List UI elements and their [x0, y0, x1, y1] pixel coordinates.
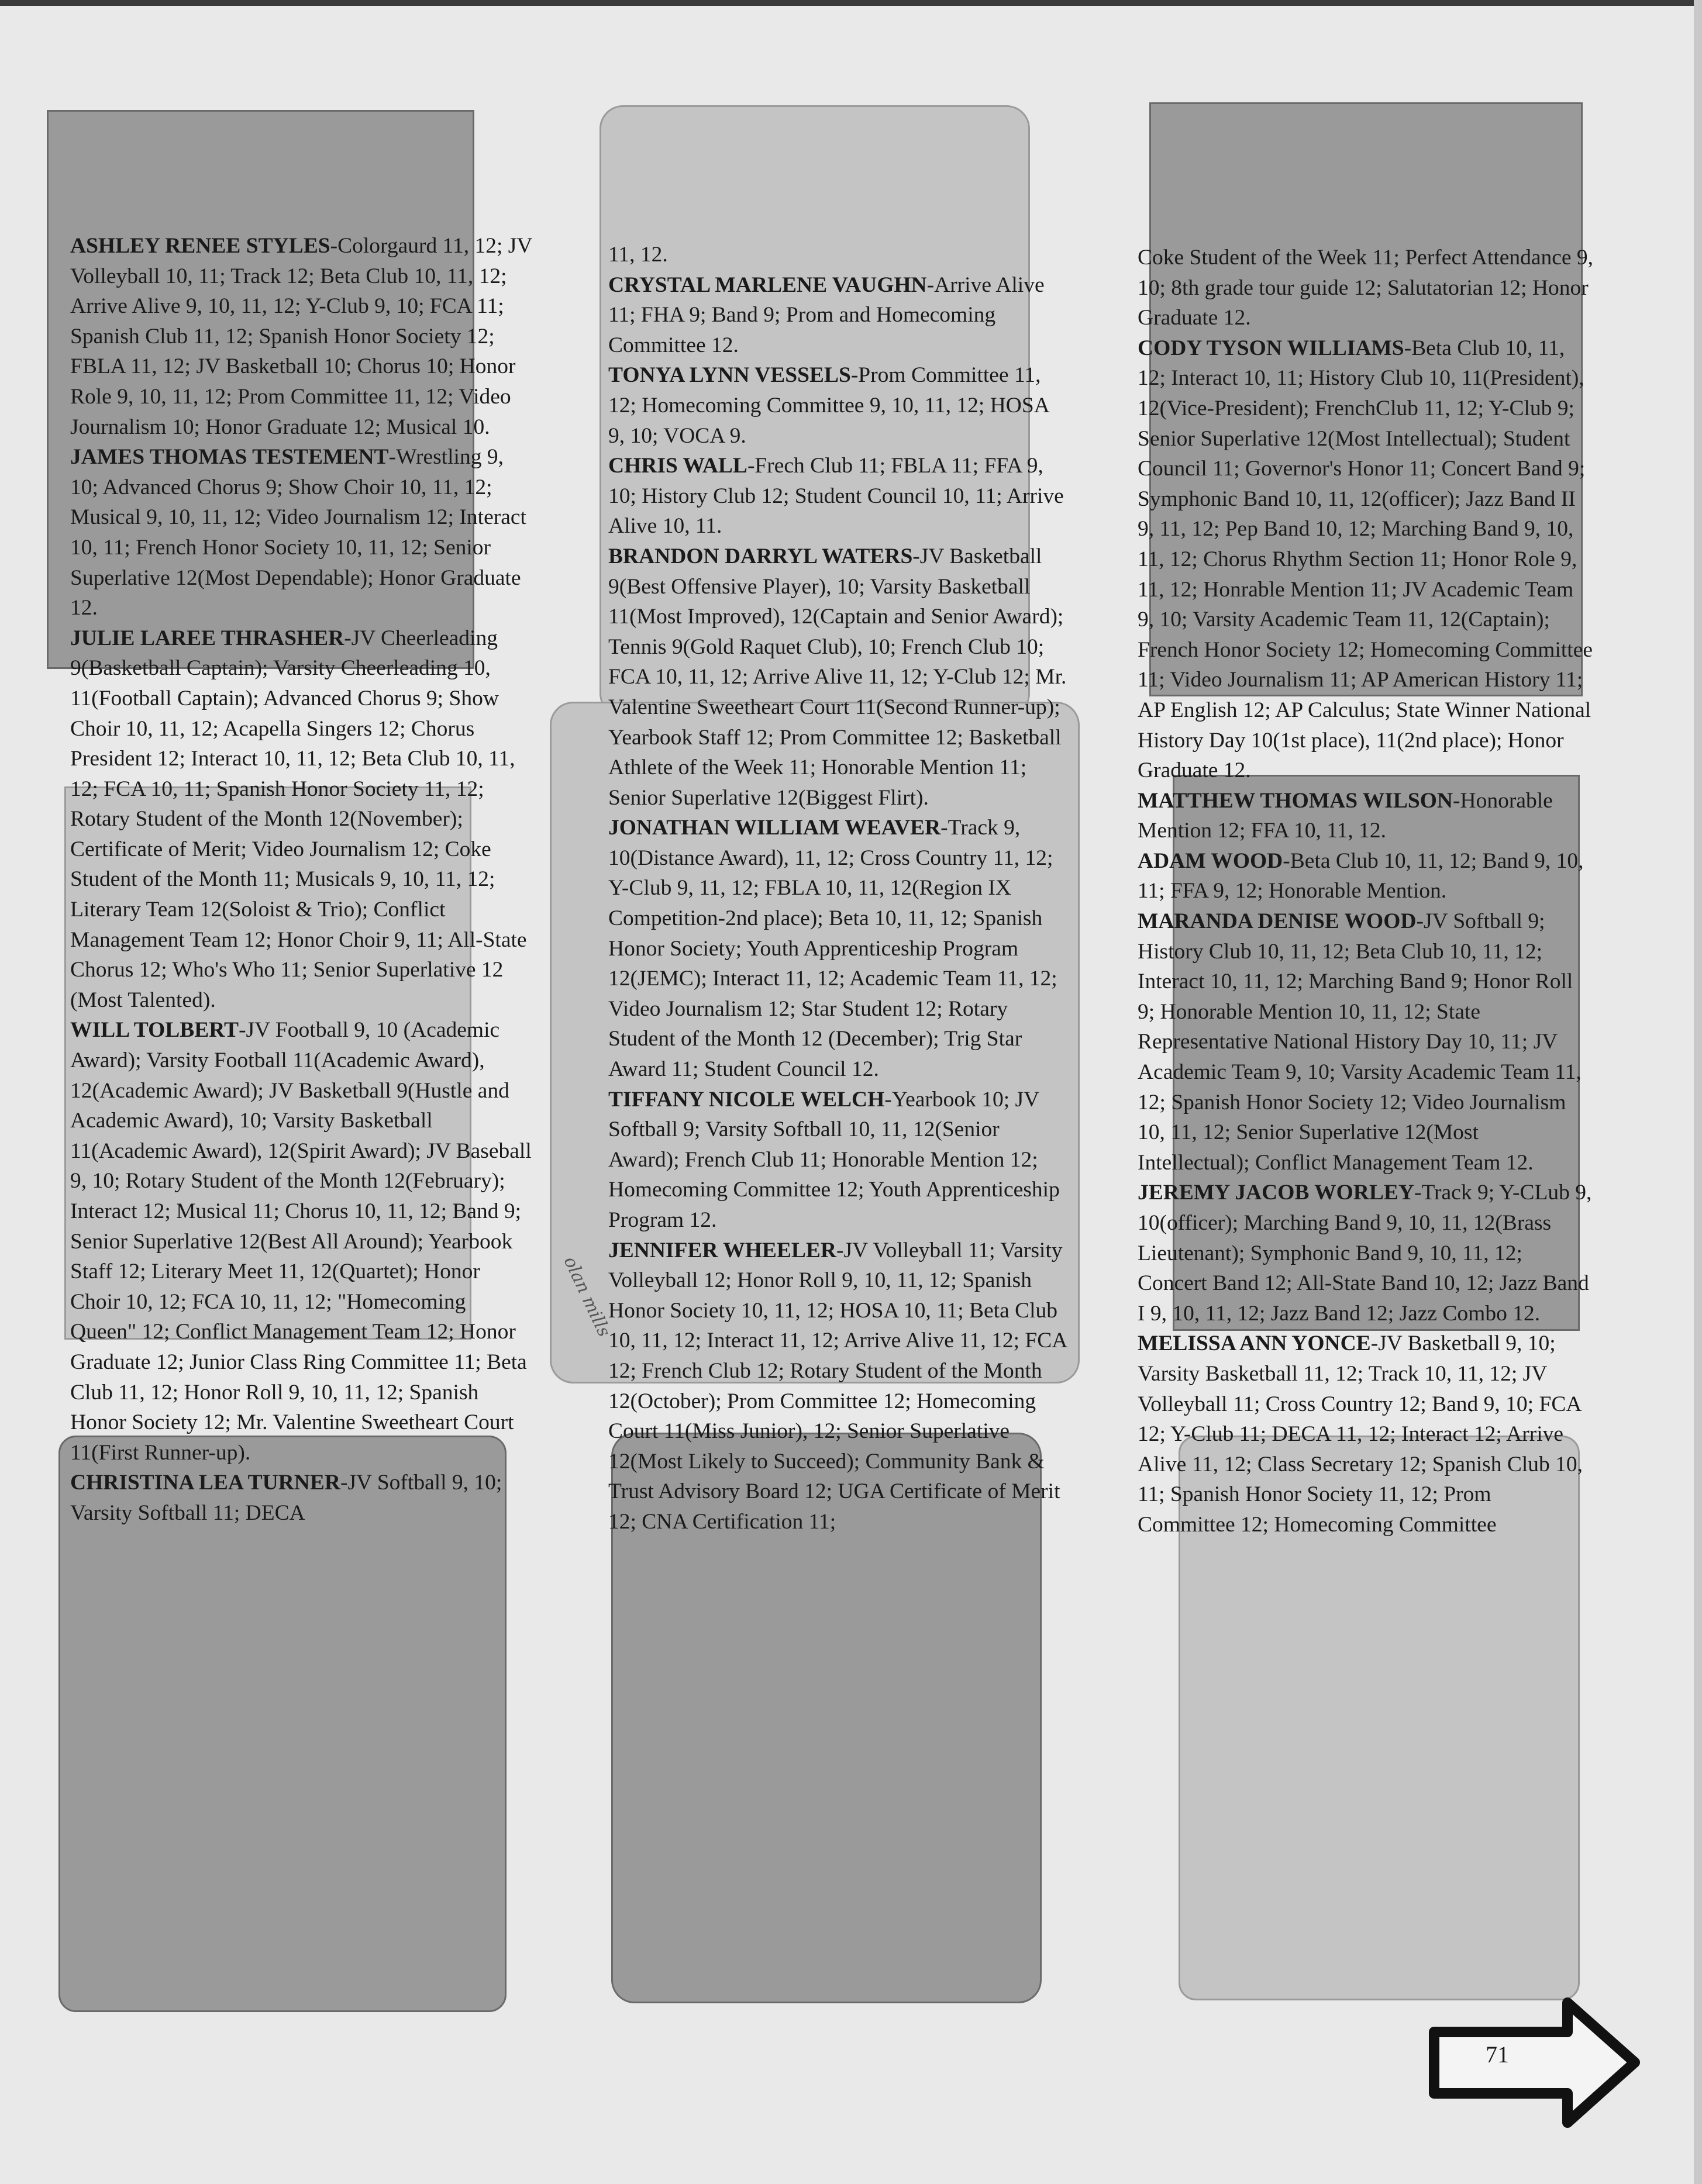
activities: -JV Football 9, 10 (Academic Award); Varsity Football 11(Academic Award), 12(Academic Award); JV Basketball 9(Hustle and Academic Award), 10; Varsity Basketball 11(Academic Award), 12(Spirit Award); JV Baseball 9, 10; Rotary Student of the Month 12(February); Interact 12; Musical 11; Chorus 10, 11, 12; Band 9; Senior Superlative 12(Best All Around); Yearbook Staff 12; Literary Meet 11, 12(Quartet); Honor Choir 10, 12; FCA 10, 11, 12; "Homecoming Queen" 12; Conflict Management Team 12; Honor Graduate 12; Junior Class Ring Committee 11; Beta Club 11, 12; Honor Roll 9, 10, 11, 12; Spanish Honor Society 12; Mr. Valentine Sweetheart Court 11(First Runner-up). [70, 1018, 532, 1465]
entry-will-tolbert [70, 1015, 532, 1468]
activities: -JV Basketball 9, 10; Varsity Basketball 11, 12; Track 10, 11, 12; JV Volleyball 11; Cross Country 12; Band 9, 10; FCA 12; Y-Club 11; DECA 11, 12; Interact 12; Arrive Alive 11, 12; Class Secretary 12; Spanish Club 10, 11; Spanish Honor Society 11, 12; Prom Committee 12; Homecoming Committee [1138, 1331, 1583, 1537]
student-name: TONYA LYNN VESSELS [608, 363, 851, 388]
entry-jeremy-worley [1138, 1178, 1594, 1329]
student-name: JULIE LAREE THRASHER [70, 626, 344, 650]
column-lead-text: 11, 12. [608, 243, 668, 267]
student-name: JONATHAN WILLIAM WEAVER [608, 816, 941, 840]
entry-tiffany-welch [608, 1085, 1070, 1236]
activities: -JV Volleyball 11; Varsity Volleyball 12; Honor Roll 9, 10, 11, 12; Spanish Honor Society 10, 11, 12; HOSA 10, 11; Beta Club 10, 11, 12; Interact 11, 12; Arrive Alive 11, 12; FCA 12; French Club 12; Rotary Student of the Month 12(October); Prom Committee 12; Homecoming Court 11(Miss Junior), 12; Senior Superlative 12(Most Likely to Succeed); Community Bank & Trust Advisory Board 12; UGA Certificate of Merit 12; CNA Certification 11; [608, 1238, 1067, 1534]
entry-jonathan-weaver [608, 813, 1070, 1084]
photographer-watermark: olan mills [559, 1253, 615, 1340]
activities: -Colorgaurd 11, 12; JV Volleyball 10, 11; Track 12; Beta Club 10, 11, 12; Arrive Alive 9, 10, 11, 12; Y-Club 9, 10; FCA 11; Spanish Club 11, 12; Spanish Honor Society 12; FBLA 11, 12; JV Basketball 10; Chorus 10; Honor Role 9, 10, 11, 12; Prom Committee 11, 12; Video Journalism 10; Honor Graduate 12; Musical 10. [70, 234, 532, 439]
student-name: MELISSA ANN YONCE [1138, 1331, 1371, 1356]
entry-maranda-wood [1138, 906, 1594, 1178]
student-name: WILL TOLBERT [70, 1018, 239, 1043]
page-right-edge [1694, 0, 1702, 2184]
entry-cody-williams [1138, 333, 1594, 786]
activities: -JV Basketball 9(Best Offensive Player), 10; Varsity Basketball 11(Most Improved), 12(Captain and Senior Award); Tennis 9(Gold Raquet Club), 10; French Club 10; FCA 10, 11, 12; Arrive Alive 11, 12; Y-Club 12; Mr. Valentine Sweetheart Court 11(Second Runner-up); Yearbook Staff 12; Prom Committee 12; Basketball Athlete of the Week 11; Honorable Mention 11; Senior Superlative 12(Biggest Flirt). [608, 544, 1067, 810]
entry-melissa-yonce [1138, 1329, 1594, 1540]
student-name: BRANDON DARRYL WATERS [608, 544, 913, 568]
activities: -Arrive Alive 11; FHA 9; Band 9; Prom and Homecoming Committee 12. [608, 272, 1045, 357]
activities: -JV Cheerleading 9(Basketball Captain); Varsity Cheerleading 10, 11(Football Captain); Advanced Chorus 9; Show Choir 10, 11, 12; Acapella Singers 12; Chorus President 12; Interact 10, 11, 12; Beta Club 10, 11, 12; FCA 10, 11; Spanish Honor Society 11, 12; Rotary Student of the Month 12(November); Certificate of Merit; Video Journalism 12; Coke Student of the Month 11; Musicals 9, 10, 11, 12; Literary Team 12(Soloist & Trio); Conflict Management Team 12; Honor Choir 9, 11; All-State Chorus 12; Who's Who 11; Senior Superlative 12 (Most Talented). [70, 626, 527, 1012]
student-name: CHRIS WALL [608, 454, 747, 478]
entry-crystal-vaughn [608, 270, 1070, 361]
entry-christina-turner [70, 1468, 532, 1528]
student-name: JEREMY JACOB WORLEY [1138, 1181, 1414, 1205]
entry-adam-wood [1138, 846, 1594, 906]
entry-jennifer-wheeler [608, 1236, 1070, 1537]
student-name: CODY TYSON WILLIAMS [1138, 336, 1404, 360]
student-name: CRYSTAL MARLENE VAUGHN [608, 272, 927, 297]
activities: -Beta Club 10, 11, 12; Band 9, 10, 11; FFA 9, 12; Honorable Mention. [1138, 848, 1584, 903]
student-name: TIFFANY NICOLE WELCH [608, 1087, 885, 1112]
column-1 [70, 231, 532, 1529]
student-name: MARANDA DENISE WOOD [1138, 909, 1417, 934]
entry-matthew-wilson [1138, 786, 1594, 846]
entry-julie-thrasher [70, 623, 532, 1016]
student-name: MATTHEW THOMAS WILSON [1138, 788, 1453, 813]
activities: -Prom Committee 11, 12; Homecoming Committee 9, 10, 11, 12; HOSA 9, 10; VOCA 9. [608, 363, 1049, 448]
column-3 [1138, 243, 1594, 1540]
activities: -JV Softball 9; History Club 10, 11, 12; Beta Club 10, 11, 12; Interact 10, 11, 12; Marching Band 9; Honor Roll 9; Honorable Mention 10, 11, 12; State Representative National History Day 10, 11; JV Academic Team 9, 10; Varsity Academic Team 11, 12; Spanish Honor Society 12; Video Journalism 10, 11, 12; Senior Superlative 12(Most Intellectual); Conflict Management Team 12. [1138, 909, 1582, 1175]
activities: -Wrestling 9, 10; Advanced Chorus 9; Show Choir 10, 11, 12; Musical 9, 10, 11, 12; Video Journalism 12; Interact 10, 11; French Honor Society 10, 11, 12; Senior Superlative 12(Most Dependable); Honor Graduate 12. [70, 445, 526, 620]
entry-tonya-vessels [608, 360, 1070, 451]
activities: -Track 9; Y-CLub 9, 10(officer); Marching Band 9, 10, 11, 12(Brass Lieutenant); Symphonic Band 9, 10, 11, 12; Concert Band 12; All-State Band 10, 12; Jazz Band I 9, 10, 11, 12; Jazz Band 12; Jazz Combo 12. [1138, 1181, 1592, 1326]
activities: -Honorable Mention 12; FFA 10, 11, 12. [1138, 788, 1553, 843]
entry-chris-wall [608, 451, 1070, 541]
student-name: ADAM WOOD [1138, 848, 1283, 873]
entry-james-testement [70, 442, 532, 623]
activities: -Yearbook 10; JV Softball 9; Varsity Softball 10, 11, 12(Senior Award); French Club 11; Honorable Mention 12; Homecoming Committee 12; Youth Apprenticeship Program 12. [608, 1087, 1060, 1232]
page-top-edge [0, 0, 1702, 6]
student-name: ASHLEY RENEE STYLES [70, 234, 330, 258]
activities: -JV Softball 9, 10; Varsity Softball 11; DECA [70, 1471, 502, 1525]
activities: -Track 9, 10(Distance Award), 11, 12; Cross Country 11, 12; Y-Club 9, 11, 12; FBLA 10, 11, 12(Region IX Competition-2nd place); Beta 10, 11, 12; Spanish Honor Society; Youth Apprenticeship Program 12(JEMC); Interact 11, 12; Academic Team 11, 12; Video Journalism 12; Star Student 12; Rotary Student of the Month 12 (December); Trig Star Award 11; Student Council 12. [608, 816, 1057, 1082]
activities: -Beta Club 10, 11, 12; Interact 10, 11; History Club 10, 11(President), 12(Vice-President); FrenchClub 11, 12; Y-Club 9; Senior Superlative 12(Most Intellectual); Student Council 11; Governor's Honor 11; Concert Band 9; Symphonic Band 10, 11, 12(officer); Jazz Band II 9, 11, 12; Pep Band 10, 12; Marching Band 9, 10, 11, 12; Chorus Rhythm Section 11; Honor Role 9, 11, 12; Honrable Mention 11; JV Academic Team 9, 10; Varsity Academic Team 11, 12(Captain); French Honor Society 12; Homecoming Committee 11; Video Journalism 11; AP American History 11; AP English 12; AP Calculus; State Winner National History Day 10(1st place), 11(2nd place); Honor Graduate 12. [1138, 336, 1593, 783]
column-lead-text: Coke Student of the Week 11; Perfect Attendance 9, 10; 8th grade tour guide 12; Salutatorian 12; Honor Graduate 12. [1138, 246, 1594, 330]
student-name: CHRISTINA LEA TURNER [70, 1471, 340, 1495]
page-number: 71 [1486, 2041, 1509, 2068]
column-2 [608, 240, 1070, 1537]
entry-ashley-styles [70, 231, 532, 442]
activities: -Frech Club 11; FBLA 11; FFA 9, 10; History Club 12; Student Council 10, 11; Arrive Alive 10, 11. [608, 454, 1064, 539]
student-name: JENNIFER WHEELER [608, 1238, 837, 1262]
entry-brandon-waters [608, 541, 1070, 813]
student-name: JAMES THOMAS TESTEMENT [70, 445, 389, 470]
